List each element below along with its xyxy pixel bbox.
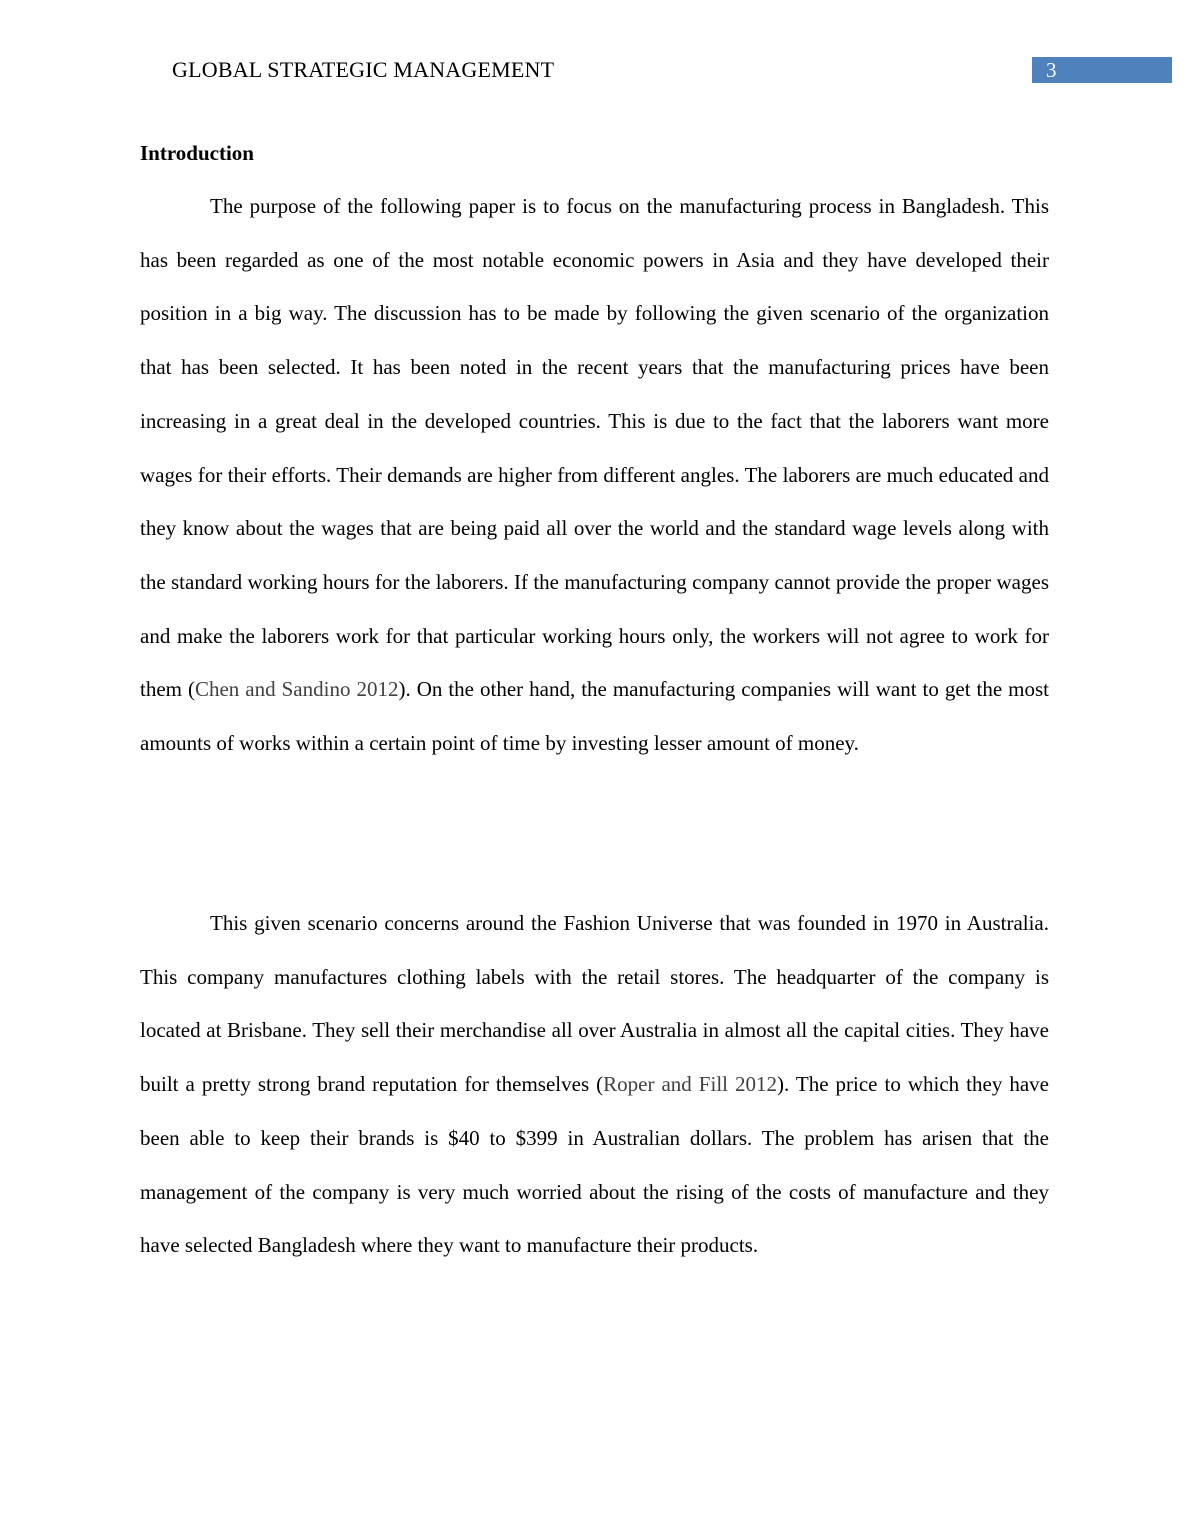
paragraph-2-text-a: This given scenario concerns around the Fashion Universe that was founded in 1970 in Australia. This company manufactures clothing labels with the retail stores. The headquarter of the company is located at Brisbane. They sell their merchandise all over Australia in almost all the capital cities. They have built a pretty strong brand reputation for themselves ( [140, 911, 1049, 1097]
page-number-box [1032, 57, 1172, 83]
body-paragraph-1 [140, 180, 1049, 771]
paragraph-1-text-b: ). On the other hand, the manufacturing companies will want to get the most amounts of works within a certain point of time by investing lesser amount of money. [140, 677, 1050, 756]
citation-roper-fill: Roper and Fill 2012 [603, 1072, 777, 1097]
section-heading: Introduction [140, 141, 254, 165]
body-paragraph-2 [140, 897, 1049, 1273]
paragraph-1-text-a: The purpose of the following paper is to focus on the manufacturing process in Bangladesh. This has been regarded as one of the most notable economic powers in Asia and they have developed their position in a big way. The discussion has to be made by following the given scenario of the organization that has been selected. It has been noted in the recent years that the manufacturing prices have been increasing in a great deal in the developed countries. This is due to the fact that the laborers want more wages for their efforts. Their demands are higher from different angles. The laborers are much educated and they know about the wages that are being paid all over the world and the standard wage levels along with the standard working hours for the laborers. If the manufacturing company cannot provide the proper wages and make the laborers work for that particular working hours only, the workers will not agree to work for them ( [140, 194, 1049, 702]
citation-chen-sandino: Chen and Sandino 2012 [194, 677, 399, 702]
running-head-title: GLOBAL STRATEGIC MANAGEMENT [172, 57, 555, 82]
paragraph-2-text-b: ). The price to which they have been able to keep their brands is $40 to $399 in Australian dollars. The problem has arisen that the management of the company is very much worried about the rising of the costs of manufacture and they have selected Bangladesh where they want to manufacture their products. [140, 1072, 1049, 1258]
page-number: 3 [1046, 58, 1057, 82]
